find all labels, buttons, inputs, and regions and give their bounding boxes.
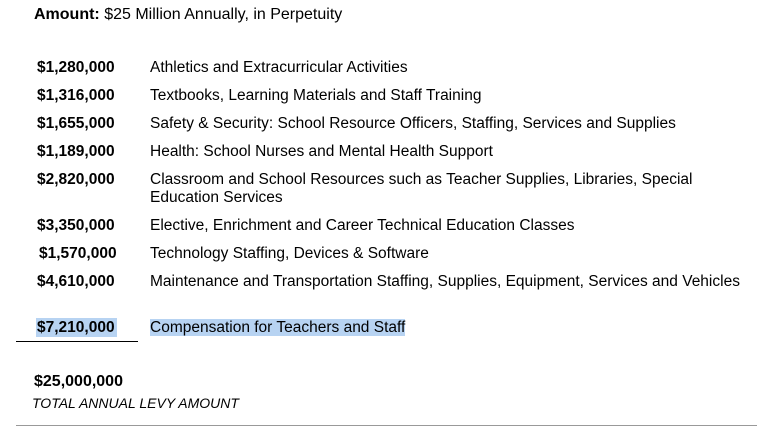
item-amount: $1,280,000 xyxy=(37,59,115,76)
item-description: Textbooks, Learning Materials and Staff Training xyxy=(150,87,482,104)
item-amount: $7,210,000 xyxy=(37,319,115,336)
amount-label: Amount: xyxy=(34,6,100,23)
item-description: Technology Staffing, Devices & Software xyxy=(150,245,429,262)
item-amount: $1,316,000 xyxy=(37,87,115,104)
item-amount: $1,655,000 xyxy=(37,115,115,132)
amount-column-divider xyxy=(16,341,138,342)
item-amount: $4,610,000 xyxy=(37,273,115,290)
item-description: Elective, Enrichment and Career Technical Education Classes xyxy=(150,217,575,234)
page-divider xyxy=(16,425,757,426)
item-amount: $1,189,000 xyxy=(37,143,115,160)
item-amount: $2,820,000 xyxy=(37,171,115,188)
item-amount: $1,570,000 xyxy=(39,245,117,262)
item-description: Safety & Security: School Resource Officers, Staffing, Services and Supplies xyxy=(150,115,676,132)
item-amount: $3,350,000 xyxy=(37,217,115,234)
item-description: Health: School Nurses and Mental Health Support xyxy=(150,143,493,160)
total-amount: $25,000,000 xyxy=(34,373,123,390)
item-description: Athletics and Extracurricular Activities xyxy=(150,59,408,76)
item-description: Compensation for Teachers and Staff xyxy=(150,319,406,336)
item-description: Maintenance and Transportation Staffing, Supplies, Equipment, Services and Vehicles xyxy=(150,273,740,290)
total-label: TOTAL ANNUAL LEVY AMOUNT xyxy=(32,395,239,411)
amount-value: $25 Million Annually, in Perpetuity xyxy=(99,6,343,23)
item-description: Classroom and School Resources such as Teacher Supplies, Libraries, Special Education Services xyxy=(150,171,693,206)
